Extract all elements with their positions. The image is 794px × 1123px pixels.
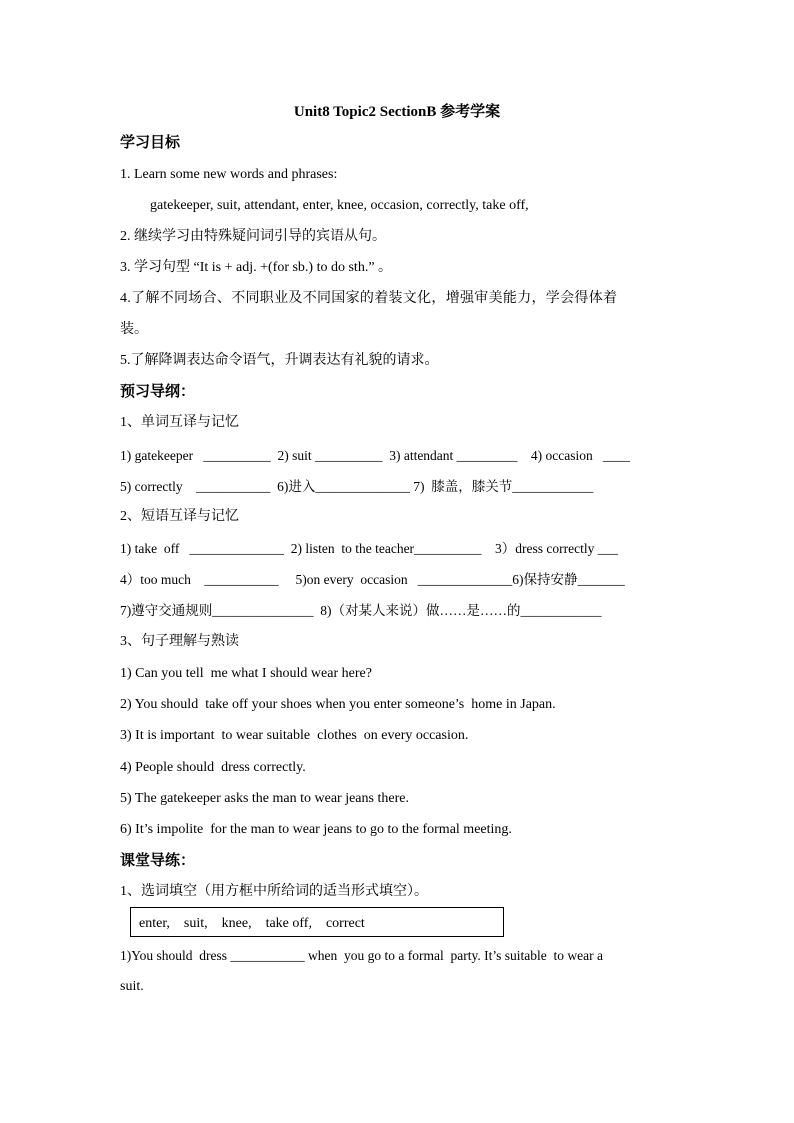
section-2-title: 2、短语互译与记忆 [120, 509, 239, 524]
word-box-text: enter, suit, knee, take off, correct [139, 916, 365, 931]
task-1-title: 1、选词填空（用方框中所给词的适当形式填空）。 [120, 884, 428, 899]
page-title: Unit8 Topic2 SectionB 参考学案 [293, 104, 501, 120]
objectives-heading: 学习目标 [120, 135, 181, 151]
sentence-2: 2) You should take off your shoes when you enter someone’s home in Japan. [120, 697, 556, 712]
objective-4-cont: 装。 [120, 322, 148, 337]
phrase-line-3: 7)遵守交通规则_______________ 8)（对某人来说）做……是……的____________ [120, 603, 602, 618]
preview-heading: 预习导纲： [120, 384, 196, 400]
sentence-4: 4) People should dress correctly. [120, 760, 306, 775]
sentence-1: 1) Can you tell me what I should wear here? [120, 666, 372, 681]
objective-4: 4.了解不同场合、不同职业及不同国家的着装文化，增强审美能力，学会得体着 [120, 291, 618, 306]
objective-1-words: gatekeeper, suit, attendant, enter, knee, occasion, correctly, take off, [150, 198, 529, 213]
objective-5: 5.了解降调表达命令语气，升调表达有礼貌的请求。 [120, 353, 439, 368]
question-1-cont: suit. [120, 979, 144, 994]
classwork-heading: 课堂导练： [120, 853, 196, 869]
section-3-title: 3、句子理解与熟读 [120, 634, 239, 649]
phrase-line-2: 4）too much ___________ 5)on every occasion ______________6)保持安静_______ [120, 572, 625, 587]
objective-2: 2. 继续学习由特殊疑问词引导的宾语从句。 [120, 229, 386, 244]
sentence-5: 5) The gatekeeper asks the man to wear jeans there. [120, 791, 409, 806]
section-1-title: 1、单词互译与记忆 [120, 415, 239, 430]
objective-1: 1. Learn some new words and phrases: [120, 167, 338, 182]
word-line-1: 1) gatekeeper __________ 2) suit __________ 3) attendant _________ 4) occasion ____ [120, 448, 630, 463]
phrase-line-1: 1) take off ______________ 2) listen to the teacher__________ 3）dress correctly ___ [120, 541, 619, 556]
sentence-6: 6) It’s impolite for the man to wear jeans to go to the formal meeting. [120, 822, 512, 837]
word-line-2: 5) correctly ___________ 6)进入______________ 7) 膝盖，膝关节____________ [120, 479, 594, 494]
objective-3: 3. 学习句型 “It is + adj. +(for sb.) to do sth.” 。 [120, 260, 393, 275]
sentence-3: 3) It is important to wear suitable clothes on every occasion. [120, 728, 469, 743]
question-1: 1)You should dress ___________ when you go to a formal party. It’s suitable to wear a [120, 948, 603, 963]
